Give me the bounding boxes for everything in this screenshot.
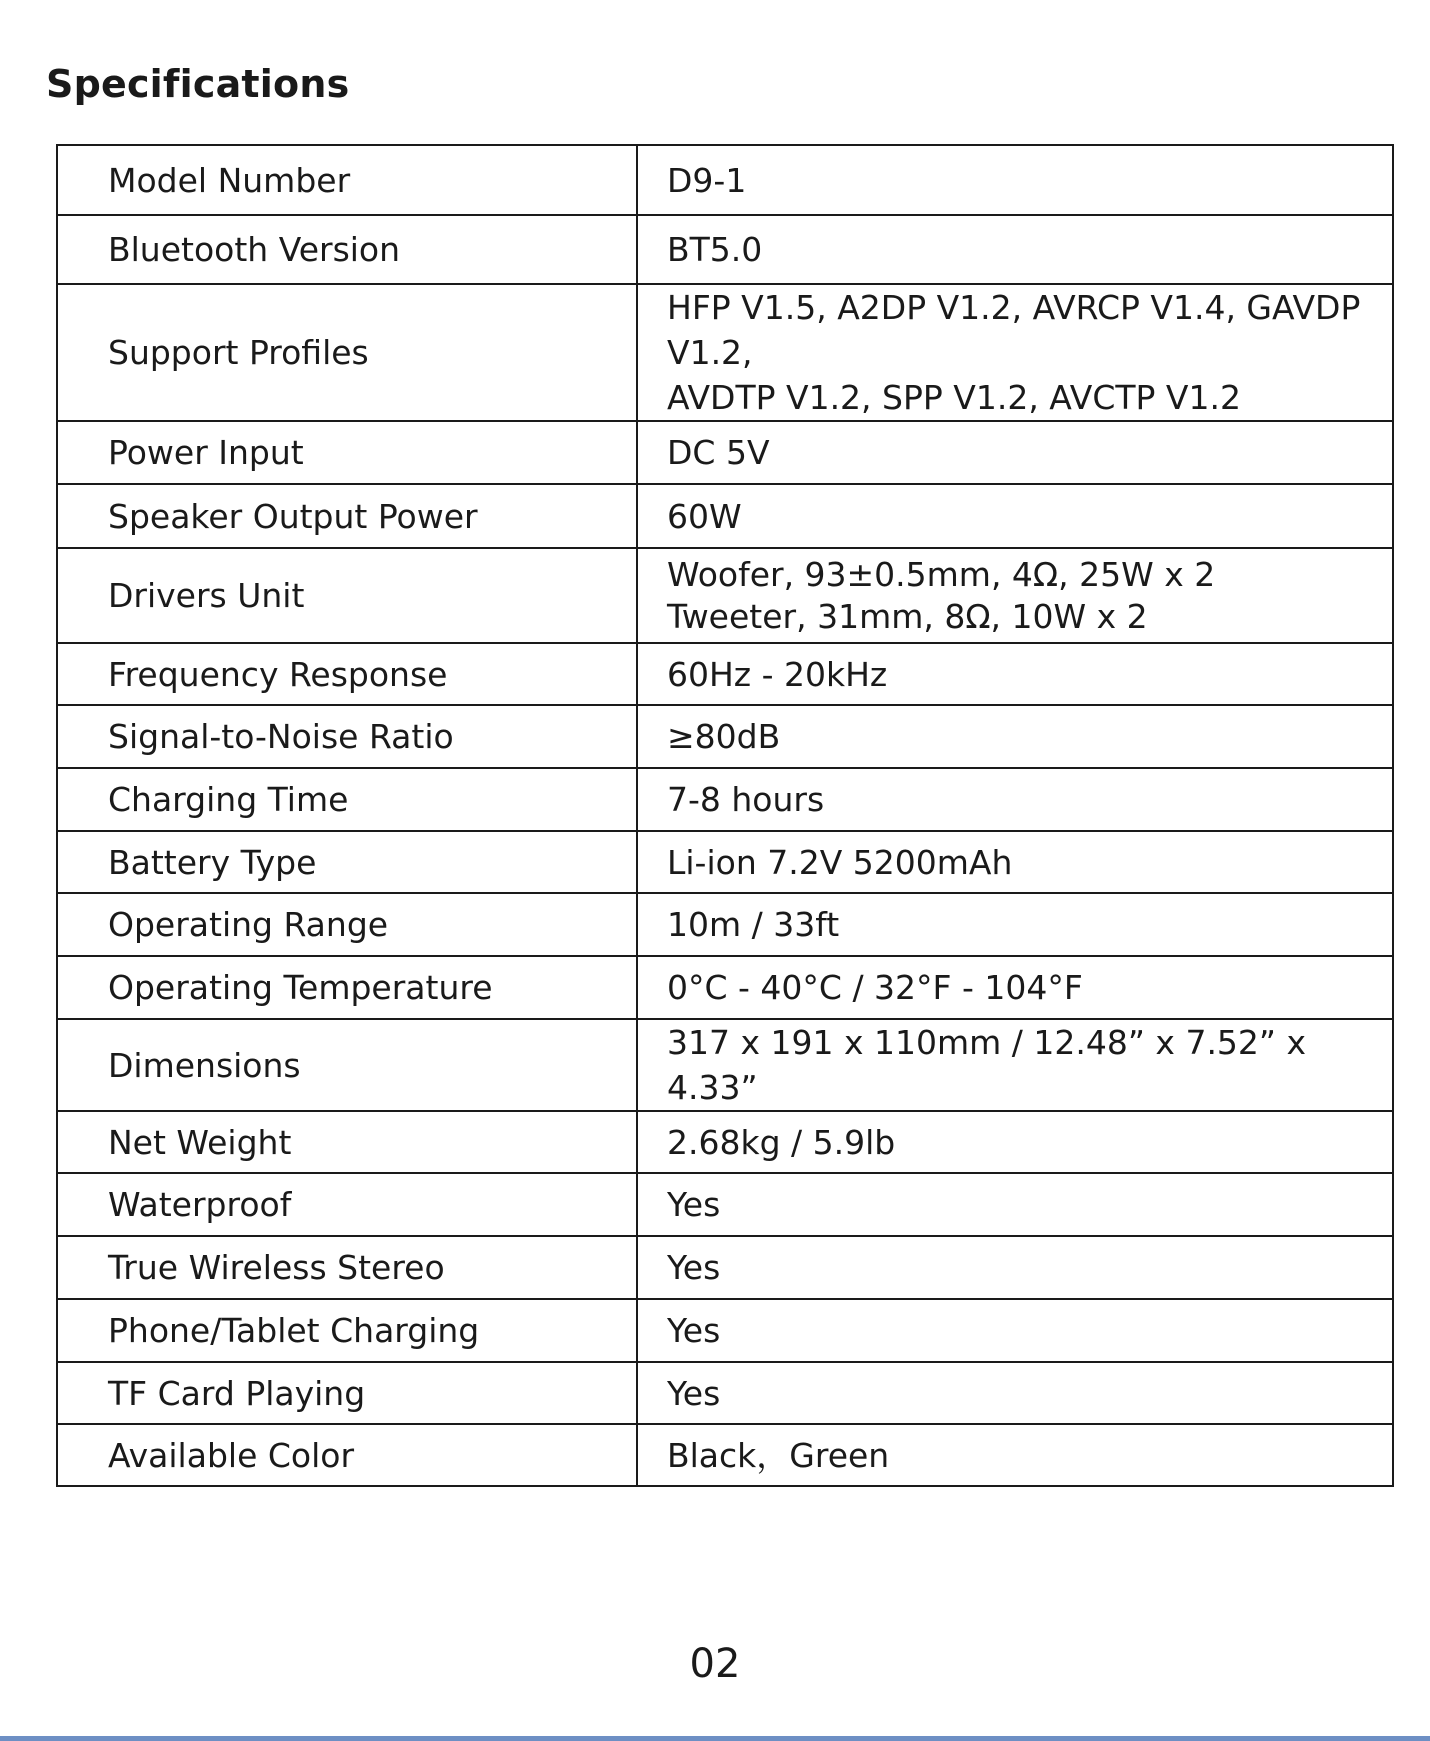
spec-label: Speaker Output Power xyxy=(57,484,637,548)
table-row xyxy=(57,956,1393,1019)
table-row xyxy=(57,548,1393,643)
spec-value: Yes xyxy=(637,1299,1393,1362)
specifications-table xyxy=(56,144,1394,1487)
table-row xyxy=(57,1299,1393,1362)
bottom-divider xyxy=(0,1736,1430,1741)
table-row xyxy=(57,1362,1393,1424)
spec-label: True Wireless Stereo xyxy=(57,1236,637,1299)
spec-label: Phone/Tablet Charging xyxy=(57,1299,637,1362)
table-row xyxy=(57,421,1393,484)
page-title: Specifications xyxy=(46,62,350,106)
spec-value: DC 5V xyxy=(637,421,1393,484)
spec-value: D9-1 xyxy=(637,145,1393,215)
table-row xyxy=(57,215,1393,284)
spec-label: Model Number xyxy=(57,145,637,215)
spec-value: Black，Green xyxy=(637,1424,1393,1486)
spec-value: 60W xyxy=(637,484,1393,548)
spec-label: Waterproof xyxy=(57,1173,637,1236)
spec-value: 0°C - 40°C / 32°F - 104°F xyxy=(637,956,1393,1019)
spec-value: Yes xyxy=(637,1362,1393,1424)
spec-label: Support Profiles xyxy=(57,284,637,421)
spec-value: Yes xyxy=(637,1236,1393,1299)
table-row xyxy=(57,831,1393,893)
spec-value: 7-8 hours xyxy=(637,768,1393,831)
spec-label: Net Weight xyxy=(57,1111,637,1173)
spec-label: Drivers Unit xyxy=(57,548,637,643)
spec-label: Operating Temperature xyxy=(57,956,637,1019)
spec-label: Power Input xyxy=(57,421,637,484)
table-row xyxy=(57,484,1393,548)
spec-value: Li-ion 7.2V 5200mAh xyxy=(637,831,1393,893)
spec-label: Frequency Response xyxy=(57,643,637,705)
spec-value: ≥80dB xyxy=(637,705,1393,768)
spec-label: TF Card Playing xyxy=(57,1362,637,1424)
page-number: 02 xyxy=(689,1641,741,1687)
table-row xyxy=(57,643,1393,705)
table-row xyxy=(57,705,1393,768)
spec-label: Operating Range xyxy=(57,893,637,956)
spec-value: Yes xyxy=(637,1173,1393,1236)
spec-value: Woofer, 93±0.5mm, 4Ω, 25W x 2 Tweeter, 31mm, 8Ω, 10W x 2 xyxy=(637,548,1393,643)
spec-value: 10m / 33ft xyxy=(637,893,1393,956)
spec-label: Charging Time xyxy=(57,768,637,831)
table-row xyxy=(57,1111,1393,1173)
spec-label: Available Color xyxy=(57,1424,637,1486)
table-row xyxy=(57,145,1393,215)
spec-value: HFP V1.5, A2DP V1.2, AVRCP V1.4, GAVDP V1.2, AVDTP V1.2, SPP V1.2, AVCTP V1.2 xyxy=(637,284,1393,421)
spec-value: 60Hz - 20kHz xyxy=(637,643,1393,705)
table-row xyxy=(57,1019,1393,1111)
table-row xyxy=(57,1236,1393,1299)
table-row xyxy=(57,284,1393,421)
table-row xyxy=(57,1173,1393,1236)
spec-value: BT5.0 xyxy=(637,215,1393,284)
spec-label: Battery Type xyxy=(57,831,637,893)
spec-label: Signal-to-Noise Ratio xyxy=(57,705,637,768)
spec-label: Bluetooth Version xyxy=(57,215,637,284)
spec-value: 2.68kg / 5.9lb xyxy=(637,1111,1393,1173)
table-row xyxy=(57,768,1393,831)
table-row xyxy=(57,1424,1393,1486)
table-row xyxy=(57,893,1393,956)
spec-label: Dimensions xyxy=(57,1019,637,1111)
spec-value: 317 x 191 x 110mm / 12.48” x 7.52” x 4.33” xyxy=(637,1019,1393,1111)
